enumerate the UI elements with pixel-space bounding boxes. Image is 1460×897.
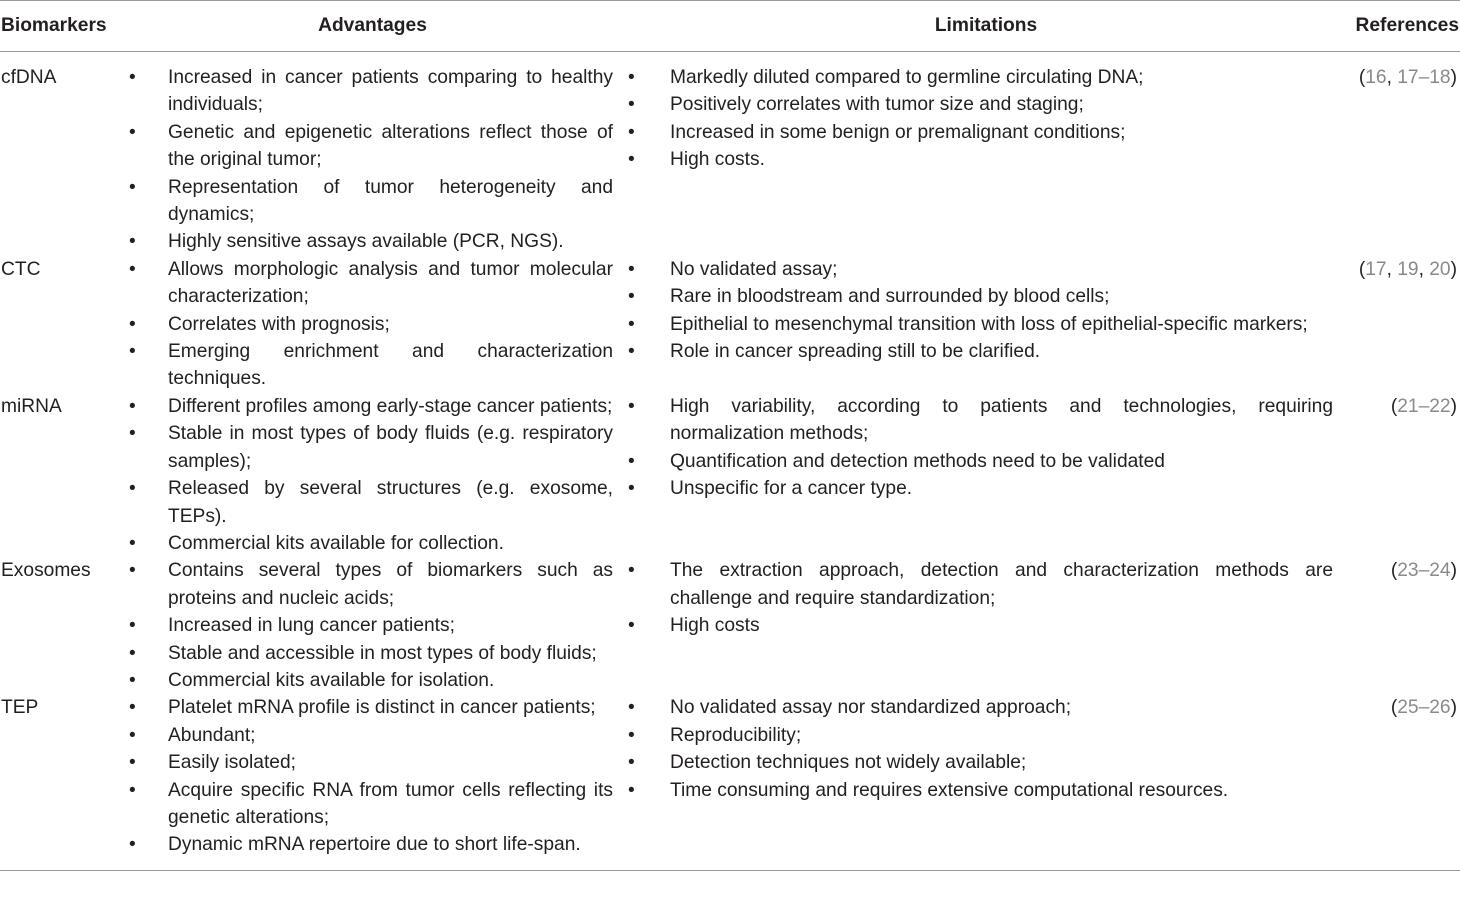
advantage-item xyxy=(0,722,625,749)
limitation-item xyxy=(625,448,1347,475)
references-cell xyxy=(1347,557,1460,694)
ref-close-paren: ) xyxy=(1450,560,1457,582)
advantage-item xyxy=(0,311,625,338)
bullet-icon: • xyxy=(628,258,635,280)
references-cell xyxy=(1347,52,1460,256)
advantages-list xyxy=(120,694,625,858)
item-text: Stable in most types of body fluids (e.g. respiratory samples); xyxy=(168,423,613,472)
bullet-icon: • xyxy=(129,615,136,637)
limitation-item xyxy=(625,338,1347,365)
advantage-item xyxy=(0,228,625,255)
item-text: Emerging enrichment and characterization techniques. xyxy=(168,341,613,390)
limitations-list xyxy=(625,393,1347,503)
item-text: High variability, according to patients and technologies, requiring normalization methods; xyxy=(670,395,1333,445)
item-text: Time consuming and requires extensive computational resources. xyxy=(670,779,1229,801)
limitation-item xyxy=(625,283,1347,310)
header-references: References xyxy=(1347,1,1460,52)
item-text: Commercial kits available for isolation. xyxy=(168,669,495,691)
item-text: Increased in lung cancer patients; xyxy=(168,615,455,637)
limitation-item xyxy=(625,475,1347,502)
advantage-item xyxy=(0,475,625,530)
item-text: No validated assay; xyxy=(670,258,838,280)
ref-separator: , xyxy=(1386,67,1398,88)
bullet-icon: • xyxy=(628,313,635,335)
item-text: Genetic and epigenetic alterations reflect those of the original tumor; xyxy=(168,121,613,171)
reference-link[interactable]: 23–24 xyxy=(1397,560,1451,582)
limitations-list xyxy=(625,64,1347,174)
limitations-cell xyxy=(625,393,1347,557)
bullet-icon: • xyxy=(628,478,635,500)
advantage-item xyxy=(0,420,625,475)
biomarker-name: TEP xyxy=(1,697,39,719)
bullet-icon: • xyxy=(129,395,136,417)
bullet-icon: • xyxy=(129,834,136,856)
bullet-icon: • xyxy=(628,67,635,88)
advantages-list xyxy=(120,256,625,393)
ref-close-paren: ) xyxy=(1450,395,1457,417)
advantage-item xyxy=(0,530,625,557)
item-text: Role in cancer spreading still to be clarified. xyxy=(670,341,1041,363)
bullet-icon: • xyxy=(129,341,136,363)
item-text: Markedly diluted compared to germline circulating DNA; xyxy=(670,67,1144,88)
limitation-item xyxy=(625,146,1347,173)
ref-separator: , xyxy=(1386,258,1398,280)
biomarker-name: miRNA xyxy=(1,395,62,417)
bullet-icon: • xyxy=(628,121,635,143)
advantage-item xyxy=(0,174,625,229)
item-text: Detection techniques not widely available; xyxy=(670,752,1027,774)
bullet-icon: • xyxy=(129,752,136,774)
item-text: Increased in some benign or premalignant conditions; xyxy=(670,121,1126,143)
reference-link[interactable]: 16 xyxy=(1365,67,1387,88)
item-text: Dynamic mRNA repertoire due to short life-span. xyxy=(168,834,581,856)
bullet-icon: • xyxy=(628,752,635,774)
ref-open-paren: ( xyxy=(1390,560,1398,582)
advantage-item xyxy=(0,612,625,639)
advantage-item xyxy=(0,393,625,420)
limitations-cell xyxy=(625,52,1347,256)
table-row xyxy=(0,393,1460,557)
header-advantages: Advantages xyxy=(120,1,625,52)
item-text: Commercial kits available for collection. xyxy=(168,532,504,554)
item-text: Released by several structures (e.g. exosome, TEPs). xyxy=(168,478,613,527)
bullet-icon: • xyxy=(129,423,136,445)
advantages-list xyxy=(120,557,625,694)
limitations-list xyxy=(625,557,1347,639)
ref-open-paren: ( xyxy=(1390,697,1398,719)
bullet-icon: • xyxy=(628,94,635,116)
advantages-cell xyxy=(120,557,625,694)
table-row xyxy=(0,256,1460,393)
biomarker-name: Exosomes xyxy=(1,560,91,582)
advantage-item xyxy=(0,557,625,612)
bullet-icon: • xyxy=(628,697,635,719)
item-text: Abundant; xyxy=(168,724,256,746)
bullet-icon: • xyxy=(129,669,136,691)
table-row xyxy=(0,52,1460,256)
bullet-icon: • xyxy=(628,450,635,472)
ref-open-paren: ( xyxy=(1390,395,1398,417)
bullet-icon: • xyxy=(129,642,136,664)
item-text: Representation of tumor heterogeneity and dynamics; xyxy=(168,176,613,226)
limitation-item xyxy=(625,119,1347,146)
biomarker-name: cfDNA xyxy=(1,67,57,88)
bullet-icon: • xyxy=(628,395,635,417)
advantage-item xyxy=(0,777,625,832)
reference-link[interactable]: 19 xyxy=(1397,258,1419,280)
bullet-icon: • xyxy=(129,121,136,143)
item-text: Reproducibility; xyxy=(670,724,802,746)
reference-link[interactable]: 17–18 xyxy=(1397,67,1451,88)
item-text: Increased in cancer patients comparing to healthy individuals; xyxy=(168,67,613,116)
reference-link[interactable]: 25–26 xyxy=(1397,697,1451,719)
header-biomarkers: Biomarkers xyxy=(0,1,120,52)
advantages-list xyxy=(120,393,625,557)
item-text: Allows morphologic analysis and tumor molecular characterization; xyxy=(168,258,613,308)
limitation-item xyxy=(625,557,1347,612)
limitation-item xyxy=(625,393,1347,448)
bullet-icon: • xyxy=(129,697,136,719)
item-text: Stable and accessible in most types of body fluids; xyxy=(168,642,597,664)
header-limitations: Limitations xyxy=(625,1,1347,52)
item-text: Contains several types of biomarkers such as proteins and nucleic acids; xyxy=(168,560,613,609)
limitation-item xyxy=(625,612,1347,639)
bullet-icon: • xyxy=(628,560,635,582)
advantage-item xyxy=(0,640,625,667)
bullet-icon: • xyxy=(129,532,136,554)
limitations-list xyxy=(625,256,1347,366)
item-text: Highly sensitive assays available (PCR, NGS). xyxy=(168,231,564,253)
item-text: Rare in bloodstream and surrounded by blood cells; xyxy=(670,286,1110,308)
bullet-icon: • xyxy=(129,724,136,746)
reference-link[interactable]: 17 xyxy=(1365,258,1387,280)
references-cell xyxy=(1347,694,1460,870)
ref-open-paren: ( xyxy=(1358,258,1366,280)
limitations-cell xyxy=(625,557,1347,694)
item-text: High costs. xyxy=(670,149,765,171)
bullet-icon: • xyxy=(129,313,136,335)
ref-close-paren: ) xyxy=(1450,258,1457,280)
item-text: High costs xyxy=(670,615,760,637)
reference-link[interactable]: 20 xyxy=(1429,258,1451,280)
advantage-item xyxy=(0,667,625,694)
item-text: Different profiles among early-stage cancer patients; xyxy=(168,395,613,417)
advantages-list xyxy=(120,64,625,256)
advantage-item xyxy=(0,338,625,393)
ref-open-paren: ( xyxy=(1358,67,1366,88)
advantage-item xyxy=(0,831,625,858)
item-text: Easily isolated; xyxy=(168,752,296,774)
limitation-item xyxy=(625,694,1347,721)
advantages-cell xyxy=(120,393,625,557)
advantage-item xyxy=(0,694,625,721)
bullet-icon: • xyxy=(628,779,635,801)
limitation-item xyxy=(625,749,1347,776)
advantages-cell xyxy=(120,256,625,393)
ref-close-paren: ) xyxy=(1450,697,1457,719)
item-text: Correlates with prognosis; xyxy=(168,313,390,335)
ref-close-paren: ) xyxy=(1450,67,1457,88)
item-text: Acquire specific RNA from tumor cells reflecting its genetic alterations; xyxy=(168,779,613,828)
references-cell xyxy=(1347,393,1460,557)
reference-link[interactable]: 21–22 xyxy=(1397,395,1451,417)
bullet-icon: • xyxy=(628,149,635,171)
bullet-icon: • xyxy=(129,258,136,280)
advantages-cell xyxy=(120,52,625,256)
bullet-icon: • xyxy=(129,231,136,253)
table-row xyxy=(0,557,1460,694)
bullet-icon: • xyxy=(129,176,136,198)
limitations-cell xyxy=(625,694,1347,870)
item-text: Unspecific for a cancer type. xyxy=(670,478,913,500)
bullet-icon: • xyxy=(129,779,136,801)
table-row xyxy=(0,694,1460,870)
biomarker-name: CTC xyxy=(1,258,41,280)
item-text: The extraction approach, detection and characterization methods are challenge and require standardization; xyxy=(670,560,1333,609)
limitations-cell xyxy=(625,256,1347,393)
advantage-item xyxy=(0,256,625,311)
item-text: Quantification and detection methods need to be validated xyxy=(670,450,1165,472)
limitation-item xyxy=(625,777,1347,804)
item-text: Epithelial to mesenchymal transition with loss of epithelial-specific markers; xyxy=(670,313,1308,335)
advantage-item xyxy=(0,119,625,174)
limitation-item xyxy=(625,311,1347,338)
bullet-icon: • xyxy=(628,341,635,363)
bullet-icon: • xyxy=(628,615,635,637)
item-text: Platelet mRNA profile is distinct in cancer patients; xyxy=(168,697,596,719)
ref-separator: , xyxy=(1418,258,1430,280)
advantage-item xyxy=(0,64,625,119)
limitation-item xyxy=(625,722,1347,749)
bullet-icon: • xyxy=(628,286,635,308)
limitation-item xyxy=(625,91,1347,118)
item-text: Positively correlates with tumor size and staging; xyxy=(670,94,1084,116)
limitation-item xyxy=(625,64,1347,91)
limitation-item xyxy=(625,256,1347,283)
bullet-icon: • xyxy=(129,67,136,88)
item-text: No validated assay nor standardized approach; xyxy=(670,697,1072,719)
advantages-cell xyxy=(120,694,625,870)
limitations-list xyxy=(625,694,1347,804)
bullet-icon: • xyxy=(129,478,136,500)
references-cell xyxy=(1347,256,1460,393)
header-row xyxy=(0,1,1460,52)
bullet-icon: • xyxy=(628,724,635,746)
advantage-item xyxy=(0,749,625,776)
bullet-icon: • xyxy=(129,560,136,582)
